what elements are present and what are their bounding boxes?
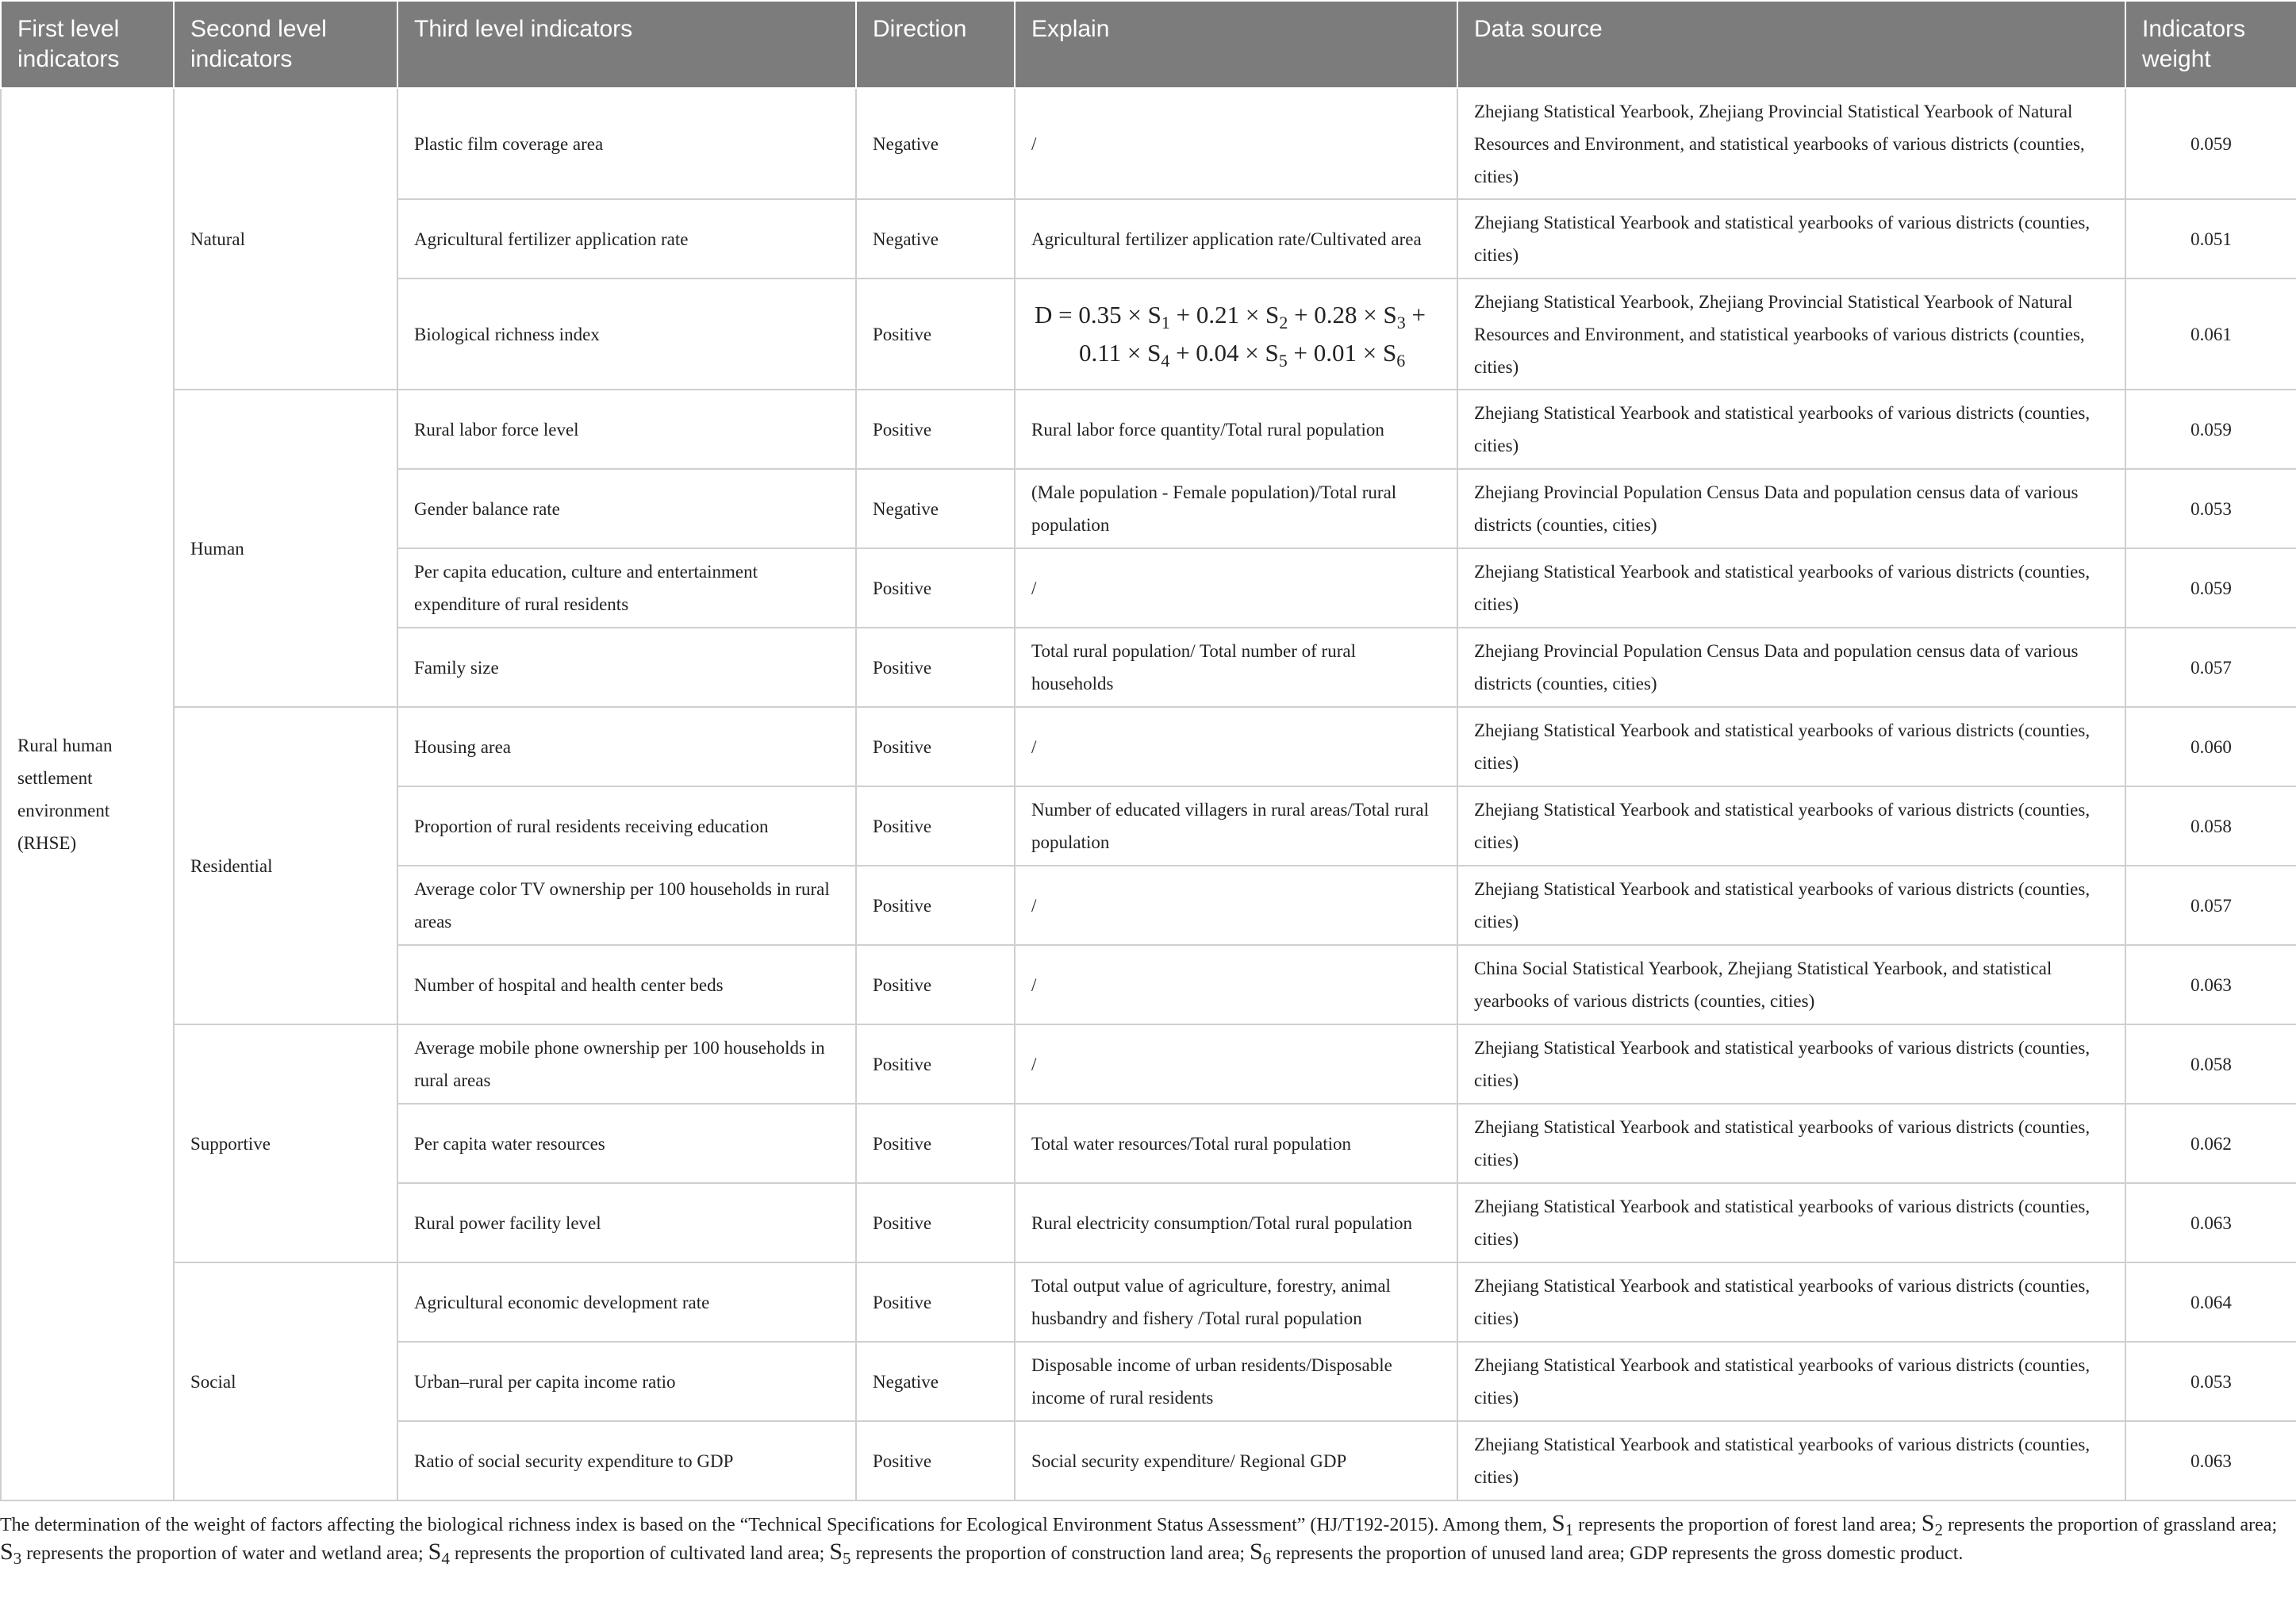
weight-cell: 0.060 — [2125, 707, 2296, 786]
third-level-cell: Rural power facility level — [397, 1183, 856, 1262]
group-residential: Residential — [174, 707, 397, 1024]
weight-cell: 0.058 — [2125, 1024, 2296, 1104]
source-cell: Zhejiang Statistical Yearbook and statistical yearbooks of various districts (counties, cities) — [1457, 866, 2125, 945]
third-level-cell: Average color TV ownership per 100 households in rural areas — [397, 866, 856, 945]
source-cell: Zhejiang Statistical Yearbook and statistical yearbooks of various districts (counties, cities) — [1457, 1421, 2125, 1500]
weight-cell: 0.063 — [2125, 945, 2296, 1024]
weight-cell: 0.059 — [2125, 548, 2296, 628]
header-explain: Explain — [1015, 1, 1457, 88]
symbol-s6: $S_6$ — [1250, 1539, 1272, 1568]
source-cell: Zhejiang Statistical Yearbook and statistical yearbooks of various districts (counties, cities) — [1457, 786, 2125, 866]
third-level-cell: Agricultural economic development rate — [397, 1262, 856, 1342]
header-first-level: First level indicators — [1, 1, 174, 88]
source-cell: Zhejiang Statistical Yearbook and statistical yearbooks of various districts (counties, cities) — [1457, 548, 2125, 628]
source-cell: Zhejiang Statistical Yearbook and statistical yearbooks of various districts (counties, cities) — [1457, 1183, 2125, 1262]
source-cell: Zhejiang Statistical Yearbook, Zhejiang Provincial Statistical Yearbook of Natural Resources and Environment, and statistical yearbooks of various districts (counties, cities) — [1457, 279, 2125, 390]
weight-cell: 0.062 — [2125, 1104, 2296, 1183]
third-level-cell: Rural labor force level — [397, 390, 856, 469]
third-level-cell: Average mobile phone ownership per 100 households in rural areas — [397, 1024, 856, 1104]
explain-cell: / — [1015, 88, 1457, 199]
direction-cell: Positive — [856, 945, 1015, 1024]
weight-cell: 0.051 — [2125, 199, 2296, 279]
weight-cell: 0.063 — [2125, 1421, 2296, 1500]
group-social: Social — [174, 1262, 397, 1500]
weight-cell: 0.057 — [2125, 866, 2296, 945]
explain-cell: / — [1015, 945, 1457, 1024]
source-cell: Zhejiang Statistical Yearbook and statistical yearbooks of various districts (counties, cities) — [1457, 390, 2125, 469]
third-level-cell: Plastic film coverage area — [397, 88, 856, 199]
explain-cell: Number of educated villagers in rural areas/Total rural population — [1015, 786, 1457, 866]
third-level-cell: Gender balance rate — [397, 469, 856, 548]
table-footnote: The determination of the weight of factors affecting the biological richness index is based on the “Technical Specifications for Ecological Environment Status Assessment” (HJ/T192-2015). Among them, $S_1$ represents the proportion of forest land area; $S_2$ represents the proportion of grassland area; $S_3$ represents the proportion of water and wetland area; $S_4$ represents the proportion of cultivated land area; $S_5$ represents the proportion of construction land area; $S_6$ represents the proportion of unused land area; GDP represents the gross domestic product. — [0, 1510, 2278, 1568]
source-cell: Zhejiang Statistical Yearbook and statistical yearbooks of various districts (counties, cities) — [1457, 1024, 2125, 1104]
explain-formula-cell — [1015, 279, 1457, 390]
third-level-cell: Agricultural fertilizer application rate — [397, 199, 856, 279]
direction-cell: Positive — [856, 1024, 1015, 1104]
explain-cell: Agricultural fertilizer application rate/Cultivated area — [1015, 199, 1457, 279]
source-cell: Zhejiang Provincial Population Census Data and population census data of various districts (counties, cities) — [1457, 469, 2125, 548]
direction-cell: Positive — [856, 786, 1015, 866]
header-direction: Direction — [856, 1, 1015, 88]
third-level-cell: Family size — [397, 628, 856, 707]
direction-cell: Negative — [856, 1342, 1015, 1421]
direction-cell: Positive — [856, 1104, 1015, 1183]
direction-cell: Negative — [856, 88, 1015, 199]
third-level-cell: Number of hospital and health center beds — [397, 945, 856, 1024]
explain-cell: Rural electricity consumption/Total rural population — [1015, 1183, 1457, 1262]
source-cell: Zhejiang Statistical Yearbook and statistical yearbooks of various districts (counties, cities) — [1457, 1342, 2125, 1421]
weight-cell: 0.053 — [2125, 469, 2296, 548]
explain-cell: Total rural population/ Total number of rural households — [1015, 628, 1457, 707]
direction-cell: Positive — [856, 628, 1015, 707]
weight-cell: 0.063 — [2125, 1183, 2296, 1262]
third-level-cell: Urban–rural per capita income ratio — [397, 1342, 856, 1421]
header-second-level: Second level indicators — [174, 1, 397, 88]
explain-cell: / — [1015, 866, 1457, 945]
third-level-cell: Housing area — [397, 707, 856, 786]
header-data-source: Data source — [1457, 1, 2125, 88]
direction-cell: Positive — [856, 1421, 1015, 1500]
explain-cell: Social security expenditure/ Regional GDP — [1015, 1421, 1457, 1500]
source-cell: Zhejiang Provincial Population Census Data and population census data of various districts (counties, cities) — [1457, 628, 2125, 707]
table-row — [1, 390, 2296, 469]
table-row — [1, 1262, 2296, 1342]
explain-cell: Rural labor force quantity/Total rural population — [1015, 390, 1457, 469]
biological-richness-formula: $D = 0.35 \times S_1 + 0.21 \times S_2 + 0.28 \times S_3$ + $0.11 \times S_4 + 0.04 \times S_5 + 0.01 \times S_6$ — [1031, 296, 1441, 372]
source-cell: Zhejiang Statistical Yearbook and statistical yearbooks of various districts (counties, cities) — [1457, 199, 2125, 279]
explain-cell: Total output value of agriculture, forestry, animal husbandry and fishery /Total rural population — [1015, 1262, 1457, 1342]
symbol-s2: $S_2$ — [1921, 1510, 1943, 1539]
header-third-level: Third level indicators — [397, 1, 856, 88]
symbol-s3: $S_3$ — [0, 1539, 22, 1568]
source-cell: Zhejiang Statistical Yearbook, Zhejiang Provincial Statistical Yearbook of Natural Resources and Environment, and statistical yearbooks of various districts (counties, cities) — [1457, 88, 2125, 199]
direction-cell: Negative — [856, 469, 1015, 548]
third-level-cell: Ratio of social security expenditure to GDP — [397, 1421, 856, 1500]
direction-cell: Positive — [856, 390, 1015, 469]
direction-cell: Positive — [856, 1183, 1015, 1262]
explain-cell: / — [1015, 707, 1457, 786]
group-supportive: Supportive — [174, 1024, 397, 1262]
weight-cell: 0.059 — [2125, 88, 2296, 199]
direction-cell: Positive — [856, 279, 1015, 390]
direction-cell: Positive — [856, 866, 1015, 945]
symbol-s4: $S_4$ — [428, 1539, 450, 1568]
source-cell: Zhejiang Statistical Yearbook and statistical yearbooks of various districts (counties, cities) — [1457, 1104, 2125, 1183]
group-human: Human — [174, 390, 397, 707]
third-level-cell: Proportion of rural residents receiving education — [397, 786, 856, 866]
table-header-row — [1, 1, 2296, 88]
third-level-cell: Per capita water resources — [397, 1104, 856, 1183]
symbol-s5: $S_5$ — [829, 1539, 851, 1568]
explain-cell: Disposable income of urban residents/Disposable income of rural residents — [1015, 1342, 1457, 1421]
table-row — [1, 88, 2296, 199]
explain-cell: / — [1015, 1024, 1457, 1104]
weight-cell: 0.064 — [2125, 1262, 2296, 1342]
formula-line-2: $0.11 \times S_4 + 0.04 \times S_5 + 0.01 \times S_6$ — [1079, 339, 1406, 371]
header-weight: Indicators weight — [2125, 1, 2296, 88]
weight-cell: 0.059 — [2125, 390, 2296, 469]
source-cell: Zhejiang Statistical Yearbook and statistical yearbooks of various districts (counties, cities) — [1457, 1262, 2125, 1342]
weight-cell: 0.061 — [2125, 279, 2296, 390]
explain-cell: / — [1015, 548, 1457, 628]
first-level-cell: Rural human settlement environment (RHSE) — [1, 88, 174, 1500]
direction-cell: Positive — [856, 707, 1015, 786]
explain-cell: (Male population - Female population)/Total rural population — [1015, 469, 1457, 548]
table-row — [1, 1024, 2296, 1104]
third-level-cell: Biological richness index — [397, 279, 856, 390]
group-natural: Natural — [174, 88, 397, 390]
direction-cell: Positive — [856, 548, 1015, 628]
table-row — [1, 707, 2296, 786]
source-cell: Zhejiang Statistical Yearbook and statistical yearbooks of various districts (counties, cities) — [1457, 707, 2125, 786]
symbol-s1: $S_1$ — [1552, 1510, 1574, 1539]
source-cell: China Social Statistical Yearbook, Zhejiang Statistical Yearbook, and statistical yearbooks of various districts (counties, cities) — [1457, 945, 2125, 1024]
weight-cell: 0.058 — [2125, 786, 2296, 866]
weight-cell: 0.053 — [2125, 1342, 2296, 1421]
third-level-cell: Per capita education, culture and entertainment expenditure of rural residents — [397, 548, 856, 628]
direction-cell: Negative — [856, 199, 1015, 279]
explain-cell: Total water resources/Total rural population — [1015, 1104, 1457, 1183]
direction-cell: Positive — [856, 1262, 1015, 1342]
weight-cell: 0.057 — [2125, 628, 2296, 707]
